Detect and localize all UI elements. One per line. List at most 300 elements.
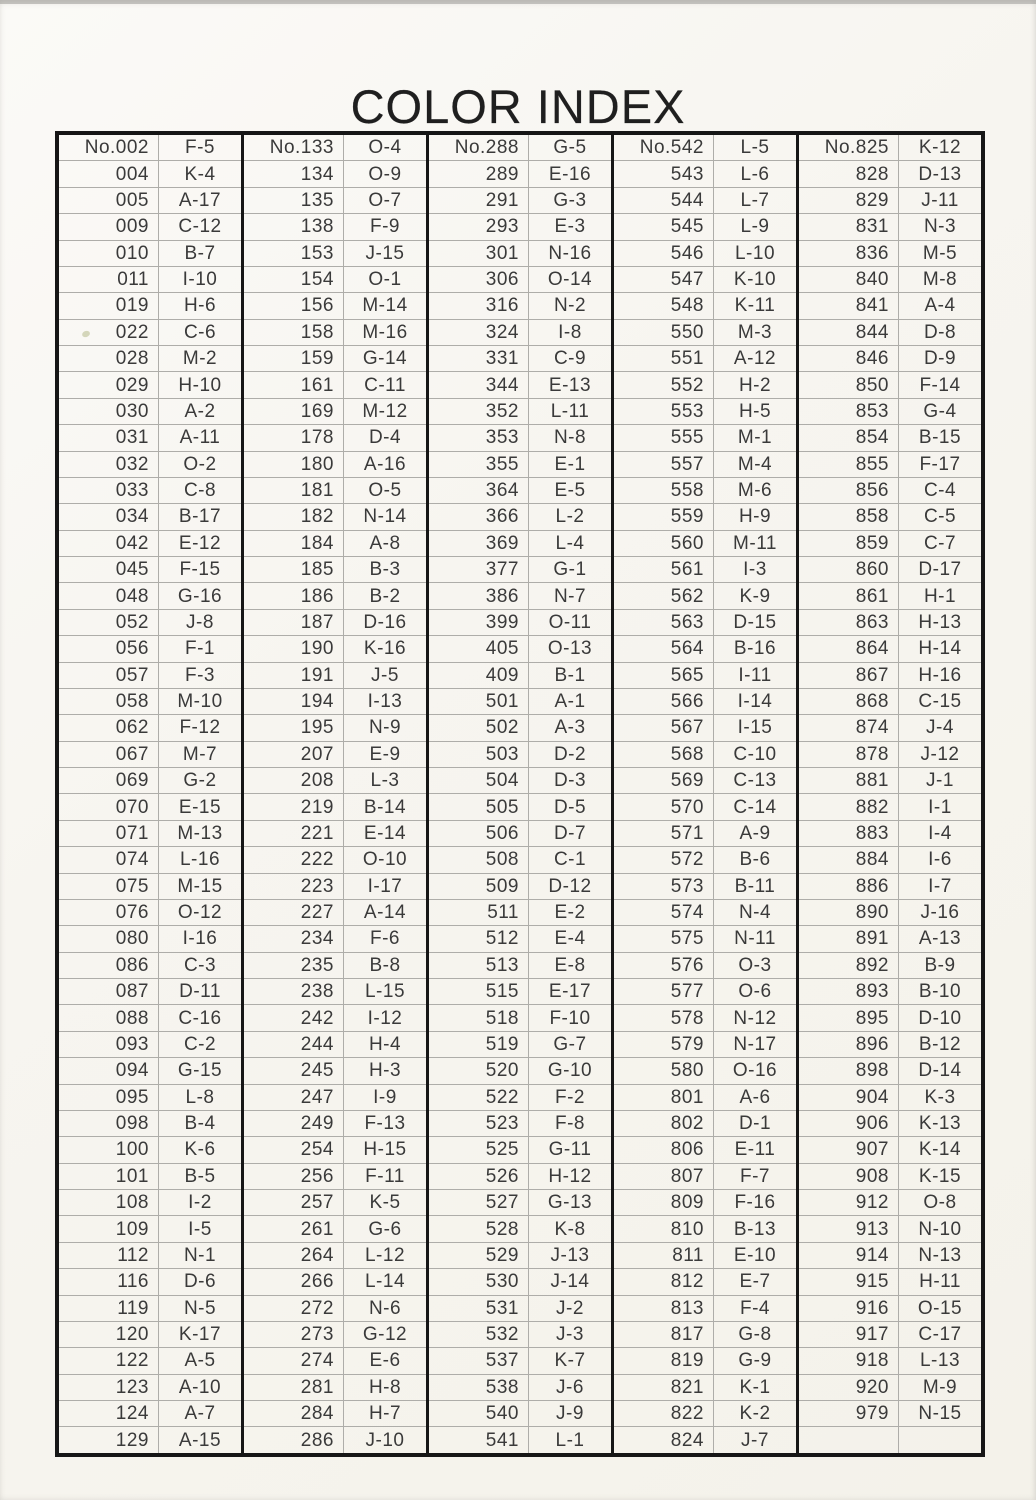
table-row (614, 1164, 796, 1190)
color-number-cell: 861 (799, 583, 899, 608)
color-number-cell: 004 (59, 161, 159, 186)
grid-code-cell: F-10 (549, 1007, 591, 1029)
table-row (429, 794, 611, 820)
color-number-cell: 301 (429, 241, 529, 266)
grid-code-cell: L-11 (550, 400, 590, 422)
grid-code-cell: G-9 (738, 1350, 772, 1372)
color-number-cell: 906 (799, 1111, 899, 1136)
table-row (799, 372, 981, 398)
color-number-cell: 045 (59, 557, 159, 582)
grid-code-cell: H-10 (178, 374, 222, 396)
color-number-cell: 386 (429, 583, 529, 608)
color-number-cell: 890 (799, 900, 899, 925)
table-row (799, 768, 981, 794)
color-number-cell: 836 (799, 241, 899, 266)
grid-code-cell: M-2 (182, 348, 218, 370)
table-row (429, 953, 611, 979)
table-row (429, 399, 611, 425)
color-number-cell: 124 (59, 1401, 159, 1426)
table-row (429, 346, 611, 372)
table-row (799, 504, 981, 530)
grid-code-cell: B-9 (924, 954, 956, 976)
table-row (799, 874, 981, 900)
table-row (244, 1375, 426, 1401)
table-row (59, 821, 241, 847)
color-number-cell: 366 (429, 504, 529, 529)
grid-code-cell: A-4 (924, 295, 956, 317)
table-row (799, 399, 981, 425)
table-row (59, 1269, 241, 1295)
table-row (799, 847, 981, 873)
table-row (614, 874, 796, 900)
table-row (244, 531, 426, 557)
table-row (244, 504, 426, 530)
grid-code-cell: H-4 (368, 1033, 402, 1055)
grid-code-cell: K-12 (918, 137, 962, 159)
color-number-cell: 032 (59, 452, 159, 477)
color-number-cell: 159 (244, 346, 344, 371)
grid-code-cell: O-5 (368, 480, 402, 502)
color-number-cell: 108 (59, 1190, 159, 1215)
table-row (59, 847, 241, 873)
grid-code-cell: N-5 (183, 1297, 217, 1319)
color-number-cell: 812 (614, 1269, 714, 1294)
grid-code-cell: B-4 (184, 1113, 216, 1135)
table-row (614, 1401, 796, 1427)
table-row (244, 583, 426, 609)
color-number-cell: 551 (614, 346, 714, 371)
color-number-cell: 806 (614, 1137, 714, 1162)
color-number-cell: 052 (59, 610, 159, 635)
grid-code-cell: C-12 (178, 216, 222, 238)
grid-code-cell: C-17 (918, 1324, 962, 1346)
color-number-cell: 033 (59, 478, 159, 503)
grid-code-cell: F-1 (185, 638, 215, 660)
grid-code-cell: H-13 (918, 611, 962, 633)
table-row (244, 1269, 426, 1295)
grid-code-cell: O-6 (738, 981, 772, 1003)
table-row (614, 821, 796, 847)
grid-code-cell: H-9 (738, 506, 772, 528)
grid-code-cell: L-3 (370, 770, 400, 792)
color-number-cell: 853 (799, 399, 899, 424)
grid-code-cell: I-12 (367, 1007, 403, 1029)
grid-code-cell: M-11 (733, 532, 777, 554)
table-row (244, 293, 426, 319)
color-number-cell: 109 (59, 1216, 159, 1241)
color-number-cell: 331 (429, 346, 529, 371)
grid-code-cell: J-5 (371, 664, 399, 686)
grid-code-cell: O-4 (368, 137, 402, 159)
color-number-cell: 801 (614, 1085, 714, 1110)
grid-code-cell: D-14 (918, 1060, 962, 1082)
grid-code-cell: O-14 (547, 269, 593, 291)
grid-code-cell: C-6 (183, 321, 217, 343)
color-number-cell: 042 (59, 531, 159, 556)
color-number-cell: 525 (429, 1137, 529, 1162)
table-row (614, 478, 796, 504)
color-number-cell: 369 (429, 531, 529, 556)
grid-code-cell: A-14 (363, 902, 407, 924)
color-number-cell: 822 (614, 1401, 714, 1426)
color-number-cell: 504 (429, 768, 529, 793)
table-column-group (429, 135, 614, 1453)
color-number-cell: 532 (429, 1322, 529, 1347)
table-row (799, 1216, 981, 1242)
color-number-cell: 186 (244, 583, 344, 608)
table-row (614, 847, 796, 873)
color-number-cell: 029 (59, 372, 159, 397)
table-row (59, 742, 241, 768)
table-row (59, 452, 241, 478)
grid-code-cell: G-6 (368, 1218, 402, 1240)
grid-code-cell: J-2 (556, 1297, 584, 1319)
color-number-cell: 223 (244, 874, 344, 899)
grid-code-cell: I-16 (182, 928, 218, 950)
color-number-cell: 030 (59, 399, 159, 424)
color-number-cell: 093 (59, 1032, 159, 1057)
color-number-cell: 570 (614, 794, 714, 819)
table-row (799, 610, 981, 636)
table-row (59, 1375, 241, 1401)
color-number-cell: 207 (244, 742, 344, 767)
color-number-cell: 844 (799, 320, 899, 345)
color-number-cell: 543 (614, 161, 714, 186)
grid-code-cell: K-11 (734, 295, 776, 317)
grid-code-cell: N-12 (733, 1007, 777, 1029)
table-row (799, 1243, 981, 1269)
grid-code-cell: A-11 (179, 427, 221, 449)
color-number-cell: 575 (614, 926, 714, 951)
color-number-cell: 242 (244, 1005, 344, 1030)
grid-code-cell: E-10 (733, 1244, 777, 1266)
table-row (59, 1032, 241, 1058)
color-number-cell: 087 (59, 979, 159, 1004)
color-number-cell: 579 (614, 1032, 714, 1057)
color-number-cell: 846 (799, 346, 899, 371)
color-number-cell: 559 (614, 504, 714, 529)
color-number-cell: 573 (614, 874, 714, 899)
grid-code-cell: K-8 (554, 1218, 586, 1240)
color-number-cell: 194 (244, 689, 344, 714)
grid-code-cell: K-4 (184, 163, 216, 185)
grid-code-cell: O-12 (177, 902, 223, 924)
table-row (614, 663, 796, 689)
grid-code-cell: E-17 (548, 981, 592, 1003)
grid-code-cell: H-5 (738, 400, 772, 422)
color-number-cell: 101 (59, 1164, 159, 1189)
grid-code-cell: N-2 (553, 295, 587, 317)
color-number-cell: 112 (59, 1243, 159, 1268)
table-row (614, 293, 796, 319)
table-row (59, 636, 241, 662)
grid-code-cell: M-16 (362, 321, 408, 343)
grid-code-cell: J-1 (926, 770, 954, 792)
table-row (59, 583, 241, 609)
color-number-cell: 184 (244, 531, 344, 556)
grid-code-cell: J-11 (921, 189, 959, 211)
grid-code-cell: K-2 (739, 1403, 771, 1425)
table-row (429, 821, 611, 847)
table-row (244, 399, 426, 425)
color-number-cell: 344 (429, 372, 529, 397)
table-row (59, 1427, 241, 1452)
color-number-cell: 563 (614, 610, 714, 635)
grid-code-cell: O-9 (368, 163, 402, 185)
grid-code-cell: F-11 (365, 1165, 405, 1187)
color-number-cell: 069 (59, 768, 159, 793)
table-row (429, 504, 611, 530)
table-row (614, 583, 796, 609)
grid-code-cell: H-3 (368, 1060, 402, 1082)
color-number-cell: 502 (429, 715, 529, 740)
color-number-cell: 074 (59, 847, 159, 872)
grid-code-cell: F-8 (555, 1113, 585, 1135)
table-row (244, 900, 426, 926)
color-number-cell: 195 (244, 715, 344, 740)
color-number-cell: 807 (614, 1164, 714, 1189)
table-row (614, 1375, 796, 1401)
grid-code-cell: I-13 (367, 691, 403, 713)
table-row (244, 715, 426, 741)
grid-code-cell: I-9 (373, 1086, 397, 1108)
table-row (59, 979, 241, 1005)
grid-code-cell: N-16 (548, 242, 592, 264)
table-row (59, 1322, 241, 1348)
color-number-cell: 153 (244, 241, 344, 266)
color-number-cell: 293 (429, 214, 529, 239)
color-number-cell: 913 (799, 1216, 899, 1241)
grid-code-cell: L-7 (740, 189, 770, 211)
table-row (244, 1401, 426, 1427)
color-number-cell: 505 (429, 794, 529, 819)
grid-code-cell: L-10 (734, 242, 776, 264)
grid-code-cell: N-13 (918, 1244, 962, 1266)
grid-code-cell: F-17 (919, 453, 961, 475)
table-row (429, 715, 611, 741)
table-row (614, 715, 796, 741)
color-number-cell: 247 (244, 1085, 344, 1110)
table-row (429, 1348, 611, 1374)
table-row (59, 874, 241, 900)
grid-code-cell: L-5 (740, 137, 770, 159)
table-row (429, 425, 611, 451)
grid-code-cell: O-13 (547, 638, 593, 660)
color-number-cell: 273 (244, 1322, 344, 1347)
table-row (614, 953, 796, 979)
table-row (429, 1269, 611, 1295)
color-number-cell: 161 (244, 372, 344, 397)
table-row (244, 979, 426, 1005)
table-row (59, 900, 241, 926)
color-number-cell: 286 (244, 1427, 344, 1452)
color-number-cell: 169 (244, 399, 344, 424)
grid-code-cell: I-4 (928, 822, 952, 844)
grid-code-cell: J-10 (365, 1429, 405, 1451)
table-row (59, 557, 241, 583)
color-number-cell: 856 (799, 478, 899, 503)
table-row (429, 1427, 611, 1452)
table-row (799, 557, 981, 583)
table-row (614, 135, 796, 161)
grid-code-cell: F-9 (370, 216, 400, 238)
table-row (59, 794, 241, 820)
color-number-cell: 501 (429, 689, 529, 714)
grid-code-cell: O-3 (738, 954, 772, 976)
table-row (799, 241, 981, 267)
color-number-cell: 515 (429, 979, 529, 1004)
table-row (799, 452, 981, 478)
table-row (59, 1348, 241, 1374)
grid-code-cell: N-9 (368, 717, 402, 739)
color-number-cell: 811 (614, 1243, 714, 1268)
table-row (244, 372, 426, 398)
table-row (429, 135, 611, 161)
grid-code-cell: B-8 (369, 954, 401, 976)
table-row (614, 1058, 796, 1084)
table-row (244, 1348, 426, 1374)
color-number-cell: 227 (244, 900, 344, 925)
color-number-cell: 234 (244, 926, 344, 951)
color-number-cell: 123 (59, 1375, 159, 1400)
grid-code-cell: D-12 (548, 875, 592, 897)
table-row (799, 425, 981, 451)
table-row (429, 742, 611, 768)
grid-code-cell: E-16 (548, 163, 592, 185)
color-number-cell: 537 (429, 1348, 529, 1373)
color-number-cell: 898 (799, 1058, 899, 1083)
table-row (244, 847, 426, 873)
table-row (244, 663, 426, 689)
table-row (799, 900, 981, 926)
grid-code-cell: N-1 (183, 1244, 217, 1266)
grid-code-cell: N-14 (363, 506, 407, 528)
table-row (244, 452, 426, 478)
color-number-cell: 828 (799, 161, 899, 186)
table-row (614, 1322, 796, 1348)
grid-code-cell: C-11 (364, 374, 406, 396)
color-number-cell: 850 (799, 372, 899, 397)
table-column-group (244, 135, 429, 1453)
grid-code-cell: G-4 (923, 400, 957, 422)
table-row (244, 1032, 426, 1058)
table-row (799, 1137, 981, 1163)
grid-code-cell: A-2 (184, 400, 216, 422)
table-column-group (614, 135, 799, 1453)
color-number-cell: 886 (799, 874, 899, 899)
color-number-cell: 187 (244, 610, 344, 635)
table-row (429, 979, 611, 1005)
grid-code-cell: K-17 (178, 1324, 222, 1346)
table-row (429, 241, 611, 267)
table-row (59, 293, 241, 319)
grid-code-cell: M-6 (737, 480, 773, 502)
grid-code-cell: E-15 (178, 796, 222, 818)
color-number-cell: 272 (244, 1296, 344, 1321)
table-row (59, 504, 241, 530)
grid-code-cell: L-13 (919, 1350, 961, 1372)
color-number-cell: No.825 (799, 135, 899, 160)
grid-code-cell: H-12 (548, 1165, 592, 1187)
grid-code-cell: D-11 (179, 981, 221, 1003)
color-number-cell: 526 (429, 1164, 529, 1189)
color-number-cell: 256 (244, 1164, 344, 1189)
table-row (244, 1005, 426, 1031)
table-row (59, 1190, 241, 1216)
grid-code-cell: A-9 (739, 822, 771, 844)
grid-code-cell: D-8 (923, 321, 957, 343)
table-row (429, 1137, 611, 1163)
color-number-cell: 135 (244, 188, 344, 213)
grid-code-cell: G-8 (738, 1324, 772, 1346)
grid-code-cell: N-3 (923, 216, 957, 238)
grid-code-cell: C-7 (923, 532, 957, 554)
color-number-cell: 523 (429, 1111, 529, 1136)
color-number-cell: 867 (799, 663, 899, 688)
color-number-cell: 048 (59, 583, 159, 608)
grid-code-cell: N-17 (733, 1033, 777, 1055)
grid-code-cell: E-13 (548, 374, 592, 396)
grid-code-cell: D-1 (738, 1113, 772, 1135)
grid-code-cell: H-16 (918, 664, 962, 686)
table-row (799, 346, 981, 372)
grid-code-cell: L-15 (364, 981, 406, 1003)
color-number-cell: 022 (59, 320, 159, 345)
color-number-cell: 518 (429, 1005, 529, 1030)
color-number-cell: 916 (799, 1296, 899, 1321)
color-number-cell: 056 (59, 636, 159, 661)
color-number-cell: 284 (244, 1401, 344, 1426)
table-row (59, 1137, 241, 1163)
grid-code-cell: B-17 (178, 506, 222, 528)
color-number-cell: 891 (799, 926, 899, 951)
grid-code-cell: J-9 (556, 1403, 584, 1425)
grid-code-cell: J-15 (365, 242, 405, 264)
table-row (429, 1216, 611, 1242)
grid-code-cell: J-8 (186, 611, 214, 633)
color-number-cell: 266 (244, 1269, 344, 1294)
color-number-cell: 560 (614, 531, 714, 556)
grid-code-cell: C-8 (183, 480, 217, 502)
color-number-cell: No.002 (59, 135, 159, 160)
table-row (614, 979, 796, 1005)
grid-code-cell: B-6 (739, 849, 771, 871)
table-row (614, 689, 796, 715)
color-number-cell: 261 (244, 1216, 344, 1241)
grid-code-cell: G-14 (362, 348, 408, 370)
color-number-cell: 520 (429, 1058, 529, 1083)
color-number-cell: 561 (614, 557, 714, 582)
grid-code-cell: C-2 (183, 1033, 217, 1055)
table-row (429, 1058, 611, 1084)
table-row (429, 1296, 611, 1322)
grid-code-cell: B-3 (369, 559, 401, 581)
color-number-cell: No.133 (244, 135, 344, 160)
table-row (59, 188, 241, 214)
table-row (59, 1005, 241, 1031)
table-row (429, 610, 611, 636)
grid-code-cell: K-14 (918, 1139, 962, 1161)
color-number-cell: 355 (429, 452, 529, 477)
grid-code-cell: B-11 (734, 875, 776, 897)
table-row (59, 610, 241, 636)
grid-code-cell: D-15 (733, 611, 777, 633)
color-number-cell: 156 (244, 293, 344, 318)
table-row (59, 161, 241, 187)
table-row (244, 425, 426, 451)
grid-code-cell: H-14 (918, 638, 962, 660)
table-row (244, 794, 426, 820)
